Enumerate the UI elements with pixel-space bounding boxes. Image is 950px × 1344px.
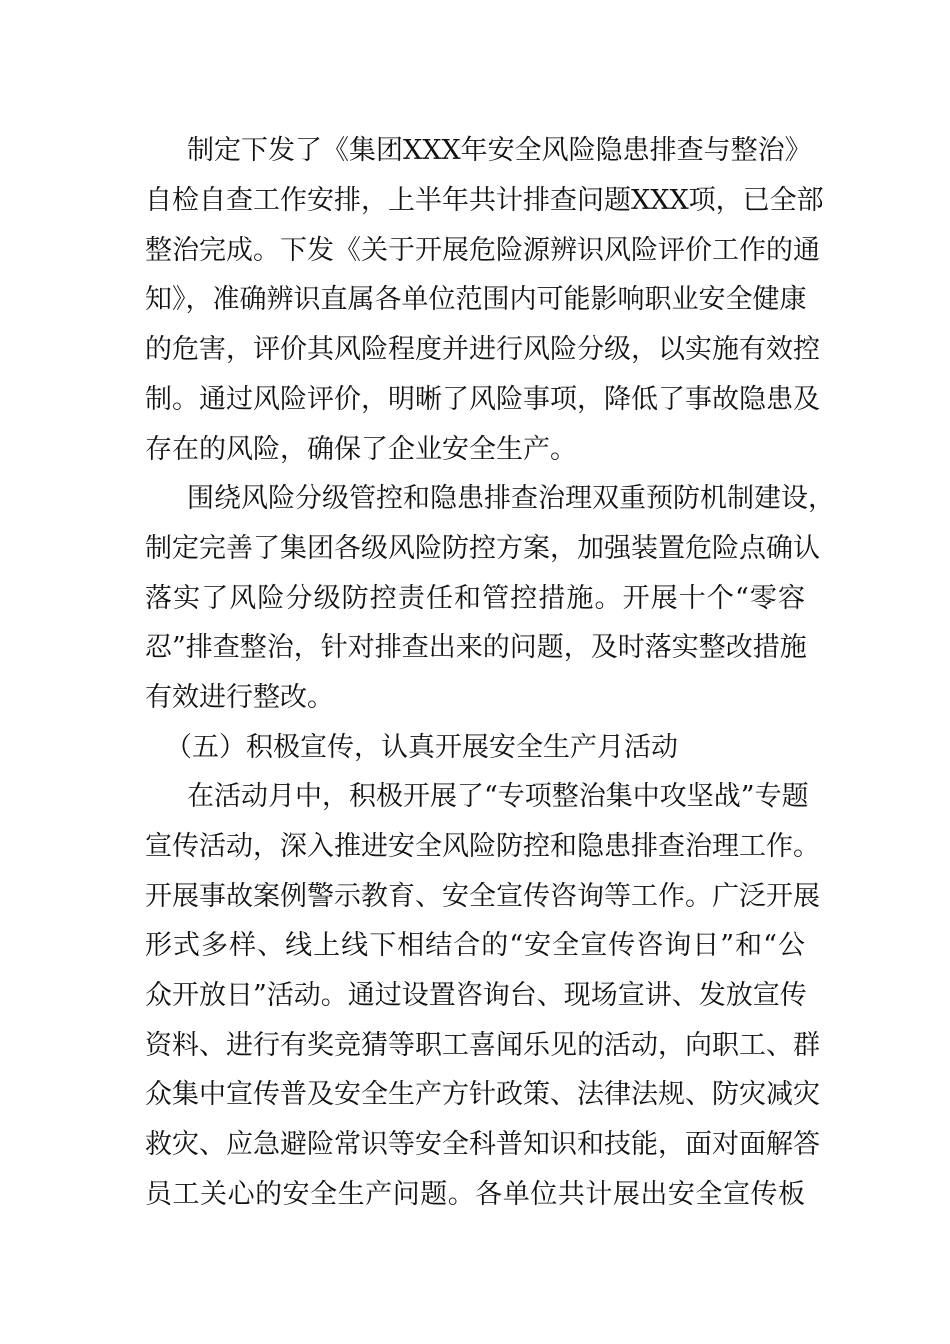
text-line: 围绕风险分级管控和隐患排查治理双重预防机制建设， (187, 483, 835, 514)
section-heading: （五）积极宣传，认真开展安全生产月活动 (165, 732, 678, 763)
text-line: 制定完善了集团各级风险防控方案，加强装置危险点确认 (145, 533, 820, 564)
text-line: 落实了风险分级防控责任和管控措施。开展十个“零容 (145, 583, 805, 614)
text-line: 知》，准确辨识直属各单位范围内可能影响职业安全健康 (145, 284, 807, 315)
text-line: 有效进行整改。 (145, 682, 334, 713)
text-line: 救灾、应急避险常识等安全科普知识和技能，面对面解答 (145, 1129, 820, 1160)
text-line: 制。通过风险评价，明晰了风险事项，降低了事故隐患及 (145, 384, 820, 415)
text-line: 存在的风险，确保了企业安全生产。 (145, 434, 577, 465)
text-line: 开展事故案例警示教育、安全宣传咨询等工作。广泛开展 (145, 881, 820, 912)
text-line: 众集中宣传普及安全生产方针政策、法律法规、防灾减灾 (145, 1079, 820, 1110)
text-line: 自检自查工作安排，上半年共计排查问题XXX项，已全部 (145, 185, 824, 216)
text-line: 资料、进行有奖竞猜等职工喜闻乐见的活动，向职工、群 (145, 1030, 820, 1061)
text-line: 忍”排查整治，针对排查出来的问题，及时落实整改措施 (145, 632, 807, 663)
text-line: 整治完成。下发《关于开展危险源辨识风险评价工作的通 (145, 235, 820, 266)
text-line: 员工关心的安全生产问题。各单位共计展出安全宣传板 (145, 1179, 805, 1210)
text-line: 制定下发了《集团XXX年安全风险隐患排查与整治》 (187, 135, 812, 166)
text-line: 形式多样、线上线下相结合的“安全宣传咨询日”和“公 (145, 930, 805, 961)
text-line: 众开放日”活动。通过设置咨询台、现场宣讲、发放宣传 (145, 980, 807, 1011)
text-line: 的危害，评价其风险程度并进行风险分级，以实施有效控 (145, 334, 820, 365)
text-line: 宣传活动，深入推进安全风险防控和隐患排查治理工作。 (145, 831, 820, 862)
text-line: 在活动月中，积极开展了“专项整治集中攻坚战”专题 (187, 781, 809, 812)
